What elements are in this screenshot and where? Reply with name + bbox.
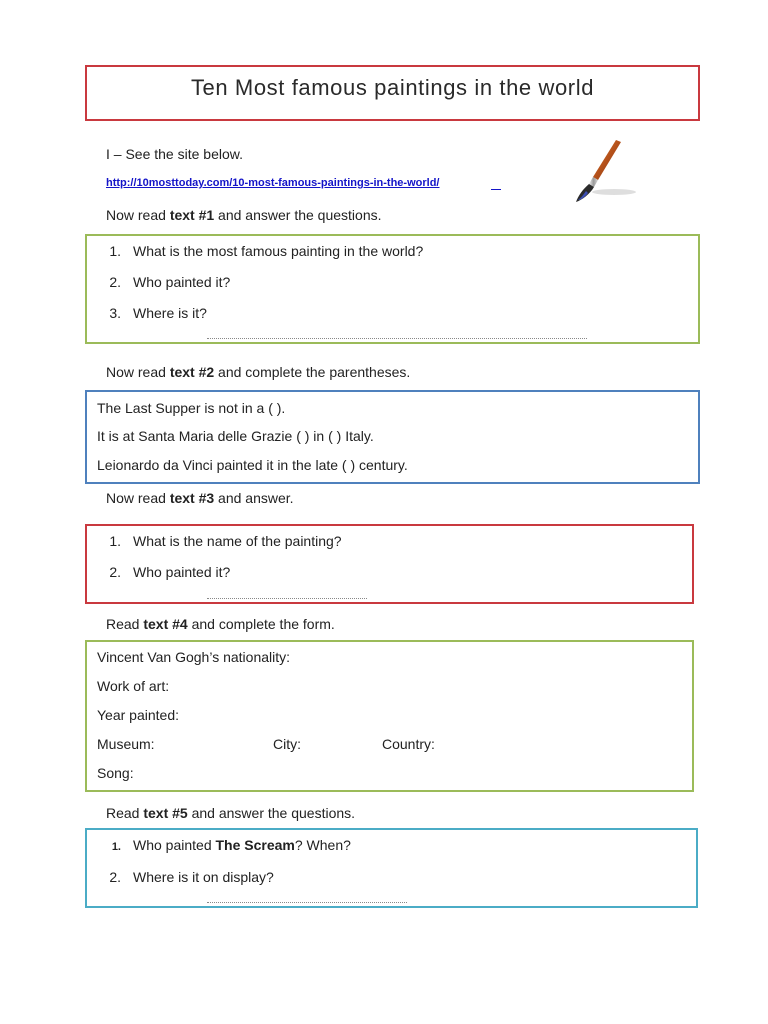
section4-post: and complete the form. [187,616,335,632]
section4-box [85,640,694,792]
list-item [87,868,274,886]
paintbrush-icon [568,136,640,206]
fill-line: The Last Supper is not in a ( ). [97,400,286,416]
section3-pre: Now read [106,490,170,506]
section4-pre: Read [106,616,144,632]
item-text: Who painted [133,837,216,853]
item-text: Where is it on display? [133,869,274,885]
item-text: Where is it? [133,305,207,321]
page-title: Ten Most famous paintings in the world [190,75,595,100]
section3-instruction [106,489,294,507]
section2-box [85,390,700,484]
list-item [87,836,351,856]
clipped-text-line [207,902,407,905]
section5-pre: Read [106,805,144,821]
site-link[interactable]: http://10mosttoday.com/10-most-famous-paintings-in-the-world/ [106,177,440,189]
item-number: 2. [109,564,121,580]
form-field-country: Country: [382,736,435,752]
section2-pre: Now read [106,364,170,380]
item-text: Who painted it? [133,564,231,580]
section2-bold: text #2 [169,364,215,380]
section1-instruction [106,206,382,224]
list-item [87,304,207,322]
item-number: 2. [109,274,121,290]
fill-line: Leionardo da Vinci painted it in the late ( ) century. [97,457,408,473]
section3-post: and answer. [214,490,294,506]
item-text: What is the most famous painting in the world? [133,243,424,259]
fill-line: It is at Santa Maria delle Grazie ( ) in ( ) Italy. [97,428,374,444]
section1-post: and answer the questions. [214,207,382,223]
form-field-city: City: [273,736,301,752]
item-text-bold: The Scream [215,837,295,853]
item-number: 1. [109,243,121,259]
section2-instruction [106,363,410,381]
item-number: 2. [109,869,121,885]
section5-post: and answer the questions. [187,805,356,821]
list-item [87,273,230,291]
form-field-song: Song: [97,765,134,781]
form-field-nationality: Vincent Van Gogh’s nationality: [97,649,291,665]
link-underline-tail [491,189,501,190]
section4-instruction [106,615,335,633]
item-number: 3. [109,305,121,321]
item-text: ? When? [294,837,351,853]
item-number: 1. [109,533,121,549]
list-item [87,563,230,581]
section4-bold: text #4 [143,616,188,632]
section3-box [85,524,694,604]
clipped-text-line [207,338,587,341]
clipped-text-line [207,598,367,601]
form-field-year: Year painted: [97,707,179,723]
section1-pre: Now read [106,207,170,223]
form-field-work: Work of art: [97,678,170,694]
list-item [87,532,342,550]
section5-instruction [106,804,355,822]
section1-box [85,234,700,344]
section5-box [85,828,698,908]
item-number: 1. [111,841,121,853]
section1-bold: text #1 [169,207,215,223]
form-field-museum: Museum: [97,736,155,752]
list-item [87,242,423,260]
section2-post: and complete the parentheses. [214,364,411,380]
section5-bold: text #5 [143,805,188,821]
title-box [85,65,700,121]
item-text: Who painted it? [133,274,231,290]
item-text: What is the name of the painting? [133,533,342,549]
intro-text: I – See the site below. [106,146,243,162]
section3-bold: text #3 [169,490,215,506]
